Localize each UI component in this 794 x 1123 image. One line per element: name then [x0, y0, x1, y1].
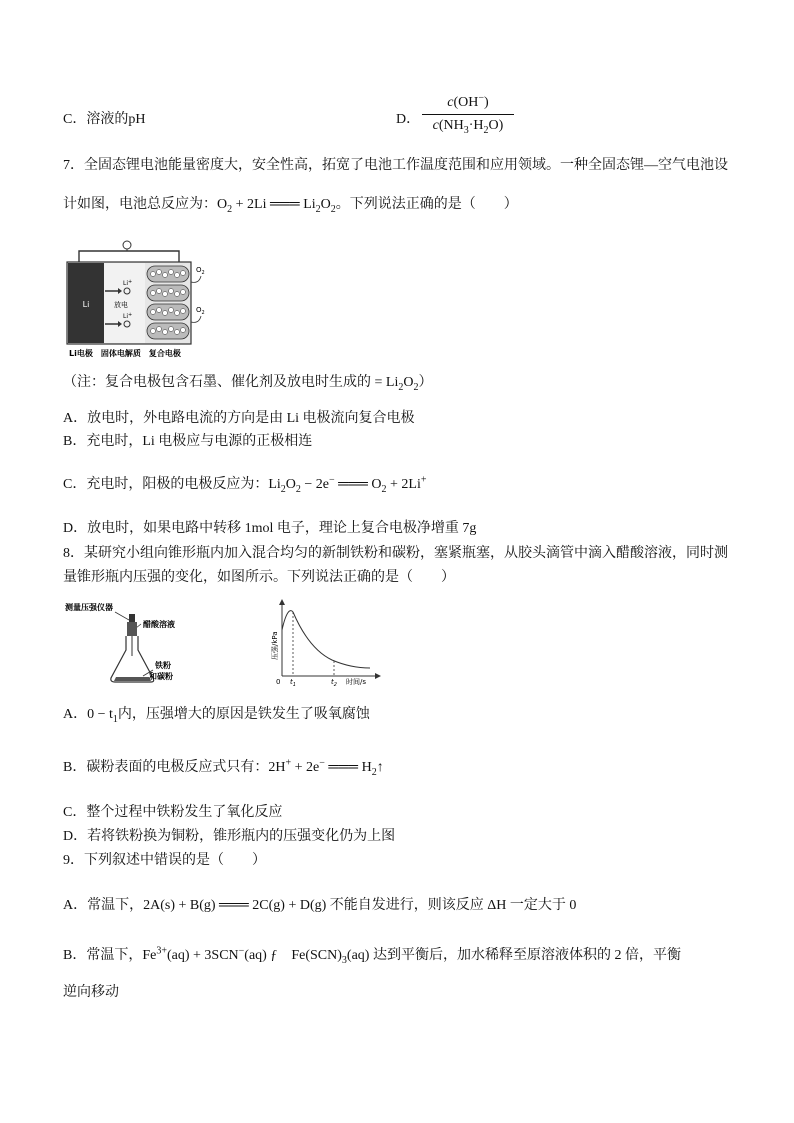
fraction-numerator: c(OH−) [447, 92, 489, 110]
q9-option-b-line2: 逆向移动 [63, 985, 119, 1000]
q9-option-b: B．常温下，$Fe^{3+}(aq) + 3SCN^-(aq)$ ƒ $Fe(SCN)_3(aq)$ 达到平衡后，加水稀释至原溶液体积的 2 倍，平衡 [63, 945, 681, 966]
q6-option-d-label: D． [396, 112, 421, 127]
q6-option-d-fraction [418, 94, 518, 135]
li-electrode-label: Li [82, 300, 90, 309]
q8-option-d: D．若将铁粉换为铜粉，锥形瓶内的压强变化仍为上图 [63, 829, 396, 844]
pressure-curve [282, 611, 370, 668]
y-axis-label: 压强/kPa [271, 631, 279, 660]
q9-option-a: A．常温下，2A(s) + B(g) ═══ 2C(g) + D(g) 不能自发进行，则该反应 ΔH 一定大于 0 [63, 898, 577, 913]
flask-apparatus [63, 598, 193, 686]
bulb-icon [123, 241, 131, 251]
origin-label: 0 [276, 678, 281, 686]
x-axis-label: 时间/s [346, 678, 367, 686]
instrument-label: 测量压强仪器 [65, 603, 113, 612]
o2-label-bottom: $O_2$ [196, 306, 205, 316]
q7-option-d: D．放电时，如果电路中转移 1mol 电子，理论上复合电极净增重 7g [63, 521, 477, 536]
battery-caption: Li电极 固体电解质 复合电极 [69, 349, 181, 358]
external-circuit-wire [79, 251, 179, 262]
q8-stem-line1: 8．某研究小组向锥形瓶内加入混合均匀的新制铁粉和碳粉，塞紧瓶塞，从胶头滴管中滴入醋酸溶液，同时测 [63, 546, 728, 561]
li-ion-label-bottom: Li+ [123, 312, 133, 320]
dropper-icon [127, 614, 137, 656]
discharge-label: 放电 [114, 301, 128, 309]
q8-option-c: C．整个过程中铁粉发生了氧化反应 [63, 805, 283, 820]
q6-option-c: C．溶液的pH [63, 112, 146, 127]
o2-arrow-top [191, 276, 201, 282]
powder-label-2: 和碳粉 [149, 672, 173, 681]
li-ion-label-top: Li+ [123, 279, 133, 287]
o2-label-top: $O_2$ [196, 266, 205, 276]
powder-label-1: 铁粉 [155, 661, 171, 670]
pressure-time-graph [266, 598, 396, 686]
q7-stem-line2: 计如图，电池总反应为：$O_2 + 2Li$ ═══ $Li_2O_2$。下列说法正确的是（ ） [63, 197, 518, 215]
q7-note: （注：复合电极包含石墨、催化剂及放电时生成的 = $Li_2O_2$） [63, 375, 433, 393]
q7-stem-line1: 7．全固态锂电池能量密度大，安全性高，拓宽了电池工作温度范围和应用领域。一种全固态锂—空气电池设 [63, 158, 728, 173]
powder-layer [114, 677, 151, 681]
q7-option-b: B．充电时，Li 电极应与电源的正极相连 [63, 434, 313, 449]
q8-option-a: A．$0 - t_1$内，压强增大的原因是铁发生了吸氧腐蚀 [63, 707, 370, 725]
battery-diagram [63, 236, 223, 362]
fraction-denominator: $c(NH_3\cdot H_2O)$ [432, 118, 504, 136]
q9-stem: 9．下列叙述中错误的是（ ） [63, 853, 266, 868]
t1-label: $t_1$ [290, 678, 296, 686]
q7-option-a: A．放电时，外电路电流的方向是由 Li 电极流向复合电极 [63, 411, 415, 426]
acid-label: 醋酸溶液 [143, 620, 175, 629]
q7-option-c: C．充电时，阳极的电极反应为：$Li_2O_2 - 2e^-$ ═══ $O_2 + 2Li^+$ [63, 474, 427, 495]
t2-label: $t_2$ [331, 678, 337, 686]
q8-stem-line2: 量锥形瓶内压强的变化，如图所示。下列说法正确的是（ ） [63, 570, 455, 585]
o2-arrow-bottom [191, 316, 201, 322]
q8-option-b: B．碳粉表面的电极反应式只有：2H+ + 2e− ═══ $H_2↑$ [63, 757, 384, 778]
